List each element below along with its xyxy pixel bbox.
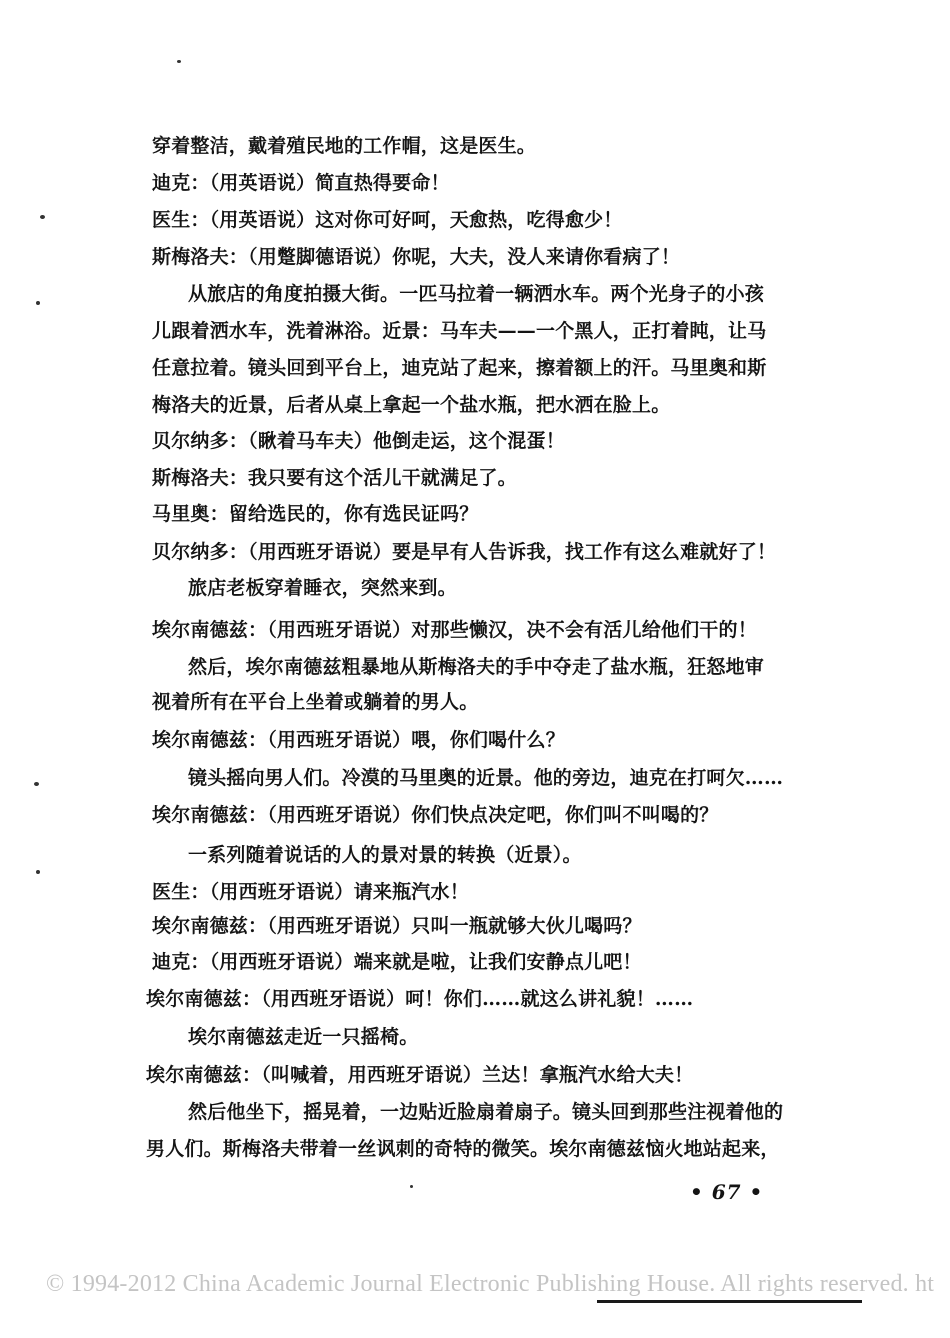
text-line: 从旅店的角度拍摄大街。一匹马拉着一辆洒水车。两个光身子的小孩 <box>188 283 765 305</box>
text-line: 迪克：（用英语说）简直热得要命！ <box>152 172 450 194</box>
text-line: 医生：（用西班牙语说）请来瓶汽水！ <box>152 881 469 903</box>
text-line: 男人们。斯梅洛夫带着一丝讽刺的奇特的微笑。埃尔南德兹恼火地站起来， <box>146 1138 780 1160</box>
scan-speck <box>410 1185 413 1188</box>
text-line: 旅店老板穿着睡衣，突然来到。 <box>188 577 457 599</box>
text-line: 埃尔南德兹：（用西班牙语说）喂，你们喝什么？ <box>152 729 565 751</box>
text-line: 马里奥：留给选民的，你有选民证吗？ <box>152 503 479 525</box>
scan-speck <box>36 870 40 874</box>
scan-speck <box>177 60 181 63</box>
text-line: 儿跟着洒水车，洗着淋浴。近景：马车夫——一个黑人，正打着盹，让马 <box>152 320 767 342</box>
page-number: • 67 • <box>690 1180 764 1204</box>
text-line: 埃尔南德兹走近一只摇椅。 <box>188 1026 419 1048</box>
text-line: 埃尔南德兹：（用西班牙语说）你们快点决定吧，你们叫不叫喝的？ <box>152 804 719 826</box>
text-line: 贝尔纳多：（用西班牙语说）要是早有人告诉我，找工作有这么难就好了！ <box>152 541 777 563</box>
scan-speck <box>36 301 40 305</box>
text-line: 视着所有在平台上坐着或躺着的男人。 <box>152 691 479 713</box>
text-line: 埃尔南德兹：（叫喊着，用西班牙语说）兰达！拿瓶汽水给大夫！ <box>146 1064 694 1086</box>
text-line: 斯梅洛夫：（用蹩脚德语说）你呢，大夫，没人来请你看病了！ <box>152 246 681 268</box>
text-line: 镜头摇向男人们。冷漠的马里奥的近景。他的旁边，迪克在打呵欠…… <box>188 767 784 789</box>
text-line: 埃尔南德兹：（用西班牙语说）呵！你们……就这么讲礼貌！…… <box>146 988 694 1010</box>
text-line: 然后他坐下，摇晃着，一边贴近脸扇着扇子。镜头回到那些注视着他的 <box>188 1101 784 1123</box>
text-line: 然后，埃尔南德兹粗暴地从斯梅洛夫的手中夺走了盐水瓶，狂怒地审 <box>188 656 765 678</box>
text-line: 任意拉着。镜头回到平台上，迪克站了起来，擦着额上的汗。马里奥和斯 <box>152 357 767 379</box>
text-line: 梅洛夫的近景，后者从桌上拿起一个盐水瓶，把水洒在脸上。 <box>152 394 671 416</box>
text-line: 医生：（用英语说）这对你可好呵，天愈热，吃得愈少！ <box>152 209 623 231</box>
scan-speck <box>40 215 45 219</box>
text-line: 斯梅洛夫：我只要有这个活儿干就满足了。 <box>152 467 517 489</box>
text-line: 埃尔南德兹：（用西班牙语说）对那些懒汉，决不会有活儿给他们干的！ <box>152 619 757 641</box>
text-line: 一系列随着说话的人的景对景的转换（近景）。 <box>188 844 582 866</box>
scan-speck <box>34 782 39 786</box>
text-line: 迪克：（用西班牙语说）端来就是啦，让我们安静点儿吧！ <box>152 951 642 973</box>
text-line: 埃尔南德兹：（用西班牙语说）只叫一瓶就够大伙儿喝吗？ <box>152 915 642 937</box>
copyright-notice: © 1994-2012 China Academic Journal Electronic Publishing House. All rights reserved. ht <box>46 1271 935 1297</box>
text-line: 贝尔纳多：（瞅着马车夫）他倒走运，这个混蛋！ <box>152 430 565 452</box>
footer-rule <box>597 1300 862 1303</box>
text-line: 穿着整洁，戴着殖民地的工作帽，这是医生。 <box>152 135 537 157</box>
